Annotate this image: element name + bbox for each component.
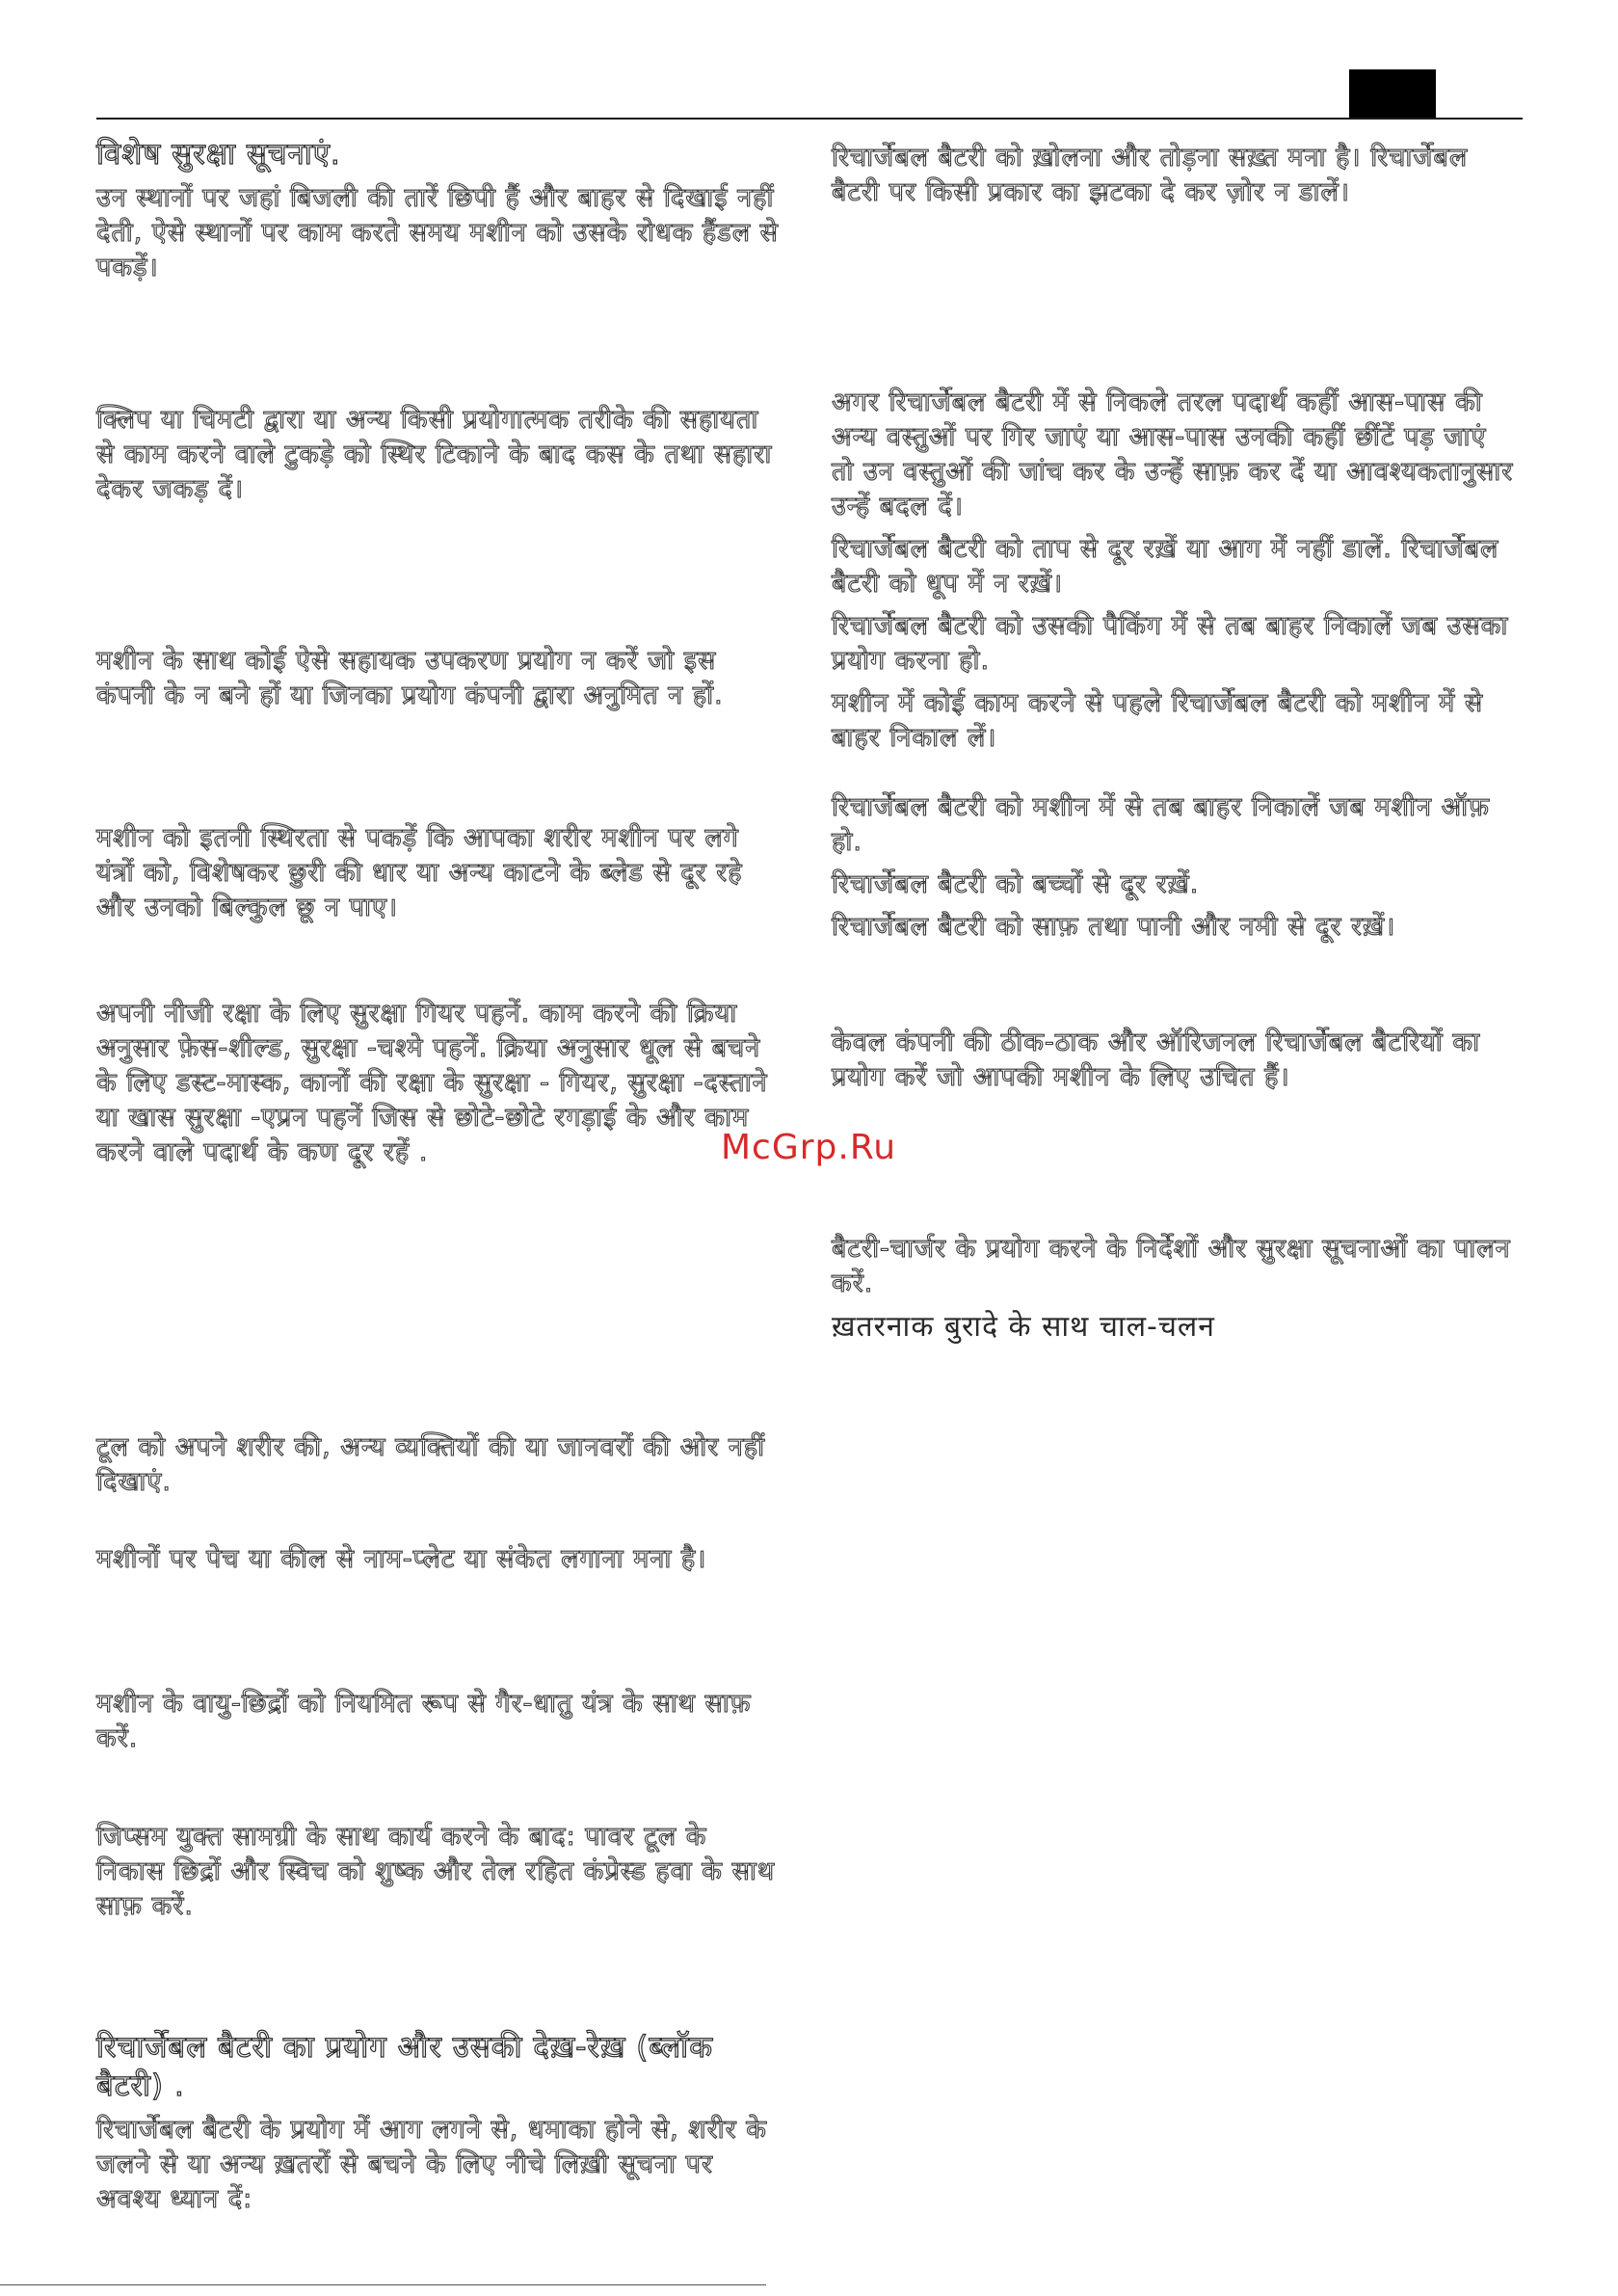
paragraph-leak: अगर रिचार्जेबल बैटरी में से निकले तरल पदार्थ कहीं आस-पास की अन्य वस्तुओं पर गिर जाएं या आस-पास उनकी कहीं छींटें पड़ जाएं तो उन वस्तुओं की जांच कर के उन्हें साफ़ कर दें या आवश्यकतानुसार उन्हें बदल दें। — [832, 387, 1514, 521]
paragraph-gypsum — [96, 1820, 781, 1924]
charger-section — [832, 1232, 1516, 1346]
paragraph-original-batteries — [832, 1026, 1516, 1095]
footer-rule — [0, 2284, 766, 2285]
paragraph-hold-firmly — [96, 821, 781, 925]
paragraph-remove-before-work: मशीन में कोई काम करने से पहले रिचार्जेबल बैटरी को मशीन में से बाहर निकाल लें। — [832, 688, 1484, 753]
header-rule — [96, 118, 1523, 120]
paragraph-text: क्लिप या चिमटी द्वारा या अन्य किसी प्रयोगात्मक तरीके की सहायता से काम करने वाले टुकड़े को स्थिर टिकाने के बाद कस के तथा सहारा देकर जकड़ दें। — [96, 405, 773, 504]
paragraph-protective-gear — [96, 997, 781, 1170]
battery-section — [96, 2028, 781, 2217]
paragraph-moisture: रिचार्जेबल बैटरी को साफ़ तथा पानी और नमी से दूर रख़ें। — [832, 912, 1396, 942]
paragraph-text: टूल को अपने शरीर की, अन्य व्यक्तियों की या जानवरों की ओर नहीं दिखाएं. — [96, 1432, 766, 1497]
paragraph-charger-instructions: बैटरी-चार्जर के प्रयोग करने के निर्देशों और सुरक्षा सूचनाओं का पालन करें. — [832, 1234, 1511, 1298]
paragraph-text: जिप्सम युक्त सामग्री के साथ कार्य करने के बाद: पावर टूल के निकास छिद्रों और स्विच को शुष्क और तेल रहित कंप्रेस्ड हवा के साथ साफ़ करें. — [96, 1822, 776, 1921]
paragraph-text: मशीनों पर पेच या कील से नाम-प्लेट या संकेत लगाना मना है। — [96, 1544, 707, 1574]
section-heading-special-safety: विशेष सुरक्षा सूचनाएं. — [96, 137, 341, 172]
paragraph-accessories — [96, 644, 781, 713]
paragraph-do-not-open — [832, 141, 1516, 210]
watermark: McGrp.Ru — [721, 1128, 897, 1167]
paragraph-text: मशीन को इतनी स्थिरता से पकड़ें कि आपका शरीर मशीन पर लगे यंत्रों को, विशेषकर छुरी की धार या अन्य काटने के ब्लेड से दूर रहे और उनको बिल्कुल छू न पाए। — [96, 823, 743, 922]
paragraph-heat: रिचार्जेबल बैटरी को ताप से दूर रख़ें या आग में नहीं डालें. रिचार्जेबल बैटरी को धूप में न रख़ें। — [832, 534, 1499, 599]
paragraph-point-away — [96, 1430, 781, 1500]
special-safety-section — [96, 135, 781, 285]
paragraph-remove-when-off: रिचार्जेबल बैटरी को मशीन में से तब बाहर निकालें जब मशीन ऑफ़ हो. — [832, 792, 1490, 857]
paragraph-children: रिचार्जेबल बैटरी को बच्चों से दूर रख़ें. — [832, 869, 1200, 899]
section-heading-dust: ख़तरनाक बुरादे के साथ चाल-चलन — [832, 1310, 1215, 1344]
paragraph-packaging: रिचार्जेबल बैटरी को उसकी पैकिंग में से तब बाहर निकालें जब उसका प्रयोग करना हो. — [832, 611, 1509, 676]
paragraph-nameplate — [96, 1542, 781, 1577]
paragraph-text: मशीन के वायु-छिद्रों को नियमित रूप से गैर-धातु यंत्र के साथ साफ़ करें. — [96, 1689, 752, 1753]
paragraph-text: अपनी नीजी रक्षा के लिए सुरक्षा गियर पहनें. काम करने की क्रिया अनुसार फ़ेस-शील्ड, सुरक्षा -चश्मे पहनें. क्रिया अनुसार धूल से बचने के लिए डस्ट-मास्क, कानों की रक्षा के सुरक्षा - गियर, सुरक्षा -दस्ताने या खास सुरक्षा -एप्रन पहनें जिस से छोटे-छोटे रगड़ाई के और काम करने वाले पदार्थ के कण दूर रहें . — [96, 999, 768, 1167]
battery-storage-group — [832, 790, 1516, 945]
battery-handling-group — [832, 386, 1516, 756]
paragraph-clamp-workpiece — [96, 403, 781, 507]
paragraph-hidden-wires: उन स्थानों पर जहां बिजली की तारें छिपी हैं और बाहर से दिखाई नहीं देती, ऐसे स्थानों पर काम करते समय मशीन को उसके रोधक हैंडल से पकड़ें। — [96, 183, 779, 282]
paragraph-text: मशीन के साथ कोई ऐसे सहायक उपकरण प्रयोग न करें जो इस कंपनी के न बने हों या जिनका प्रयोग कंपनी द्वारा अनुमित न हों. — [96, 646, 724, 710]
section-heading-battery: रिचार्जेबल बैटरी का प्रयोग और उसकी देख़-रेख़ (ब्लॉक बैटरी) . — [96, 2030, 714, 2103]
page-number-tab — [1349, 69, 1436, 118]
paragraph-air-vents — [96, 1687, 781, 1756]
paragraph-battery-intro: रिचार्जेबल बैटरी के प्रयोग में आग लगने से, धमाका होने से, शरीर के जलने से या अन्य ख़तरों से बचने के लिए नीचे लिख़ी सूचना पर अवश्य ध्यान दें: — [96, 2115, 767, 2214]
paragraph-text: केवल कंपनी की ठीक-ठाक और ऑरिजनल रिचार्जेबल बैटरियों का प्रयोग करें जो आपकी मशीन के लिए उचित हैं। — [832, 1028, 1481, 1092]
paragraph-text: रिचार्जेबल बैटरी को ख़ोलना और तोड़ना सख़्त मना है। रिचार्जेबल बैटरी पर किसी प्रकार का झटका दे कर ज़ोर न डालें। — [832, 143, 1469, 207]
